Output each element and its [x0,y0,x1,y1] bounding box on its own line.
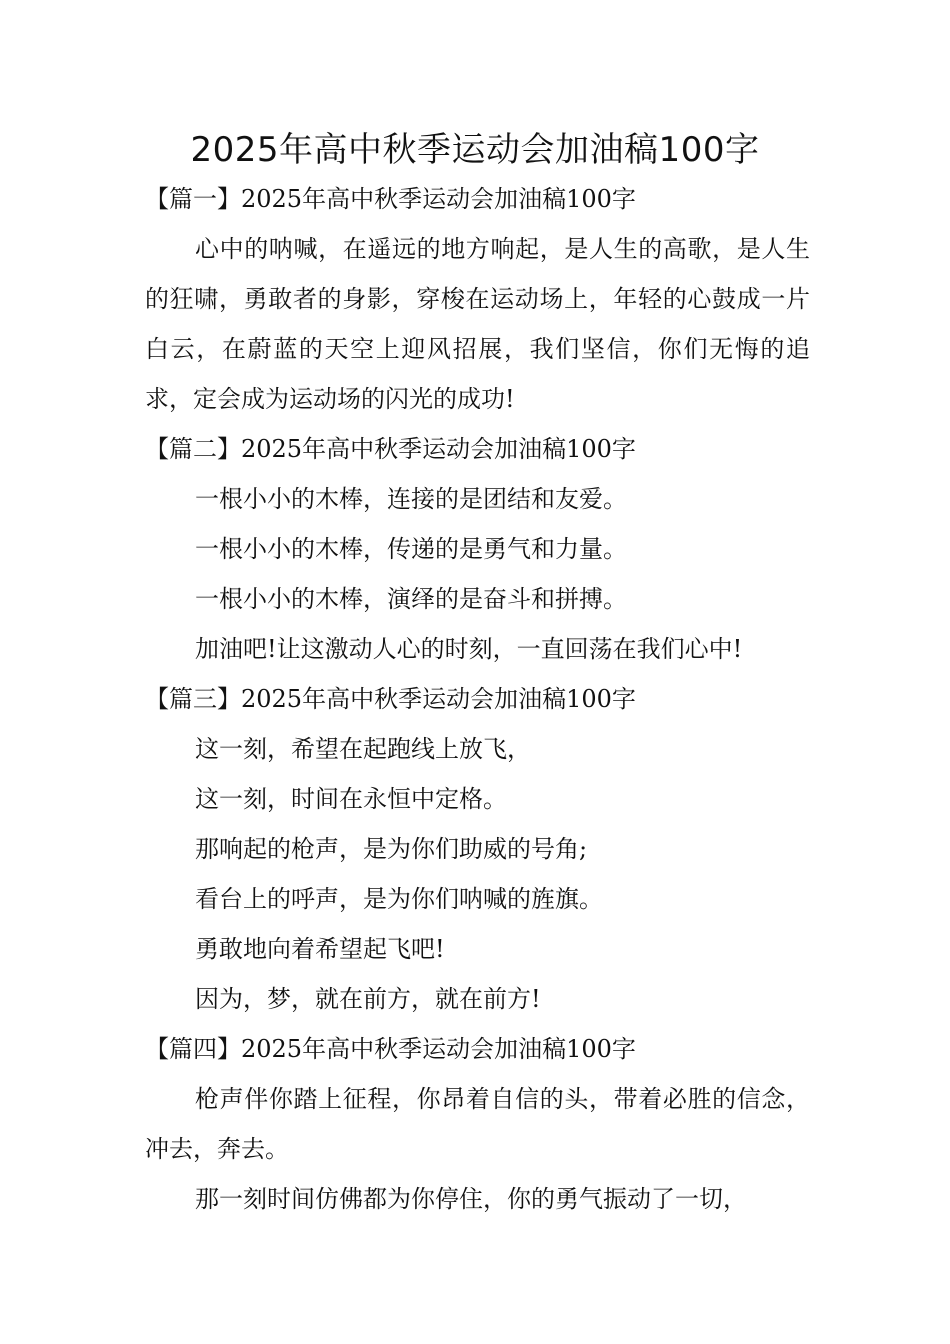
verse-line: 一根小小的木棒，演绎的是奋斗和拼搏。 [195,585,627,613]
verse-line: 一根小小的木棒，连接的是团结和友爱。 [195,485,627,513]
document-body [145,174,810,1224]
document-title: 2025年高中秋季运动会加油稿100字 [190,130,760,170]
section-heading: 【篇二】2025年高中秋季运动会加油稿100字 [145,435,636,463]
verse-line: 看台上的呼声，是为你们呐喊的旌旗。 [195,885,603,913]
verse-line: 勇敢地向着希望起飞吧! [195,935,445,963]
verse-line: 这一刻，时间在永恒中定格。 [195,785,507,813]
verse-line: 这一刻，希望在起跑线上放飞， [195,735,531,763]
verse-line: 那响起的枪声，是为你们助威的号角; [195,835,588,863]
section-heading: 【篇一】2025年高中秋季运动会加油稿100字 [145,185,636,213]
section-heading: 【篇三】2025年高中秋季运动会加油稿100字 [145,685,636,713]
paragraph: 那一刻时间仿佛都为你停住，你的勇气振动了一切， [195,1185,747,1213]
verse-line: 加油吧!让这激动人心的时刻，一直回荡在我们心中! [195,635,743,663]
verse-line: 因为，梦，就在前方，就在前方! [195,985,541,1013]
paragraph: 心中的呐喊，在遥远的地方响起，是人生的高歌，是人生的狂啸，勇敢者的身影，穿梭在运动场上，年轻的心鼓成一片白云，在蔚蓝的天空上迎风招展，我们坚信，你们无悔的追求，定会成为运动场的闪光的成功! [145,235,810,413]
verse-line: 一根小小的木棒，传递的是勇气和力量。 [195,535,627,563]
section-heading: 【篇四】2025年高中秋季运动会加油稿100字 [145,1035,636,1063]
paragraph: 枪声伴你踏上征程，你昂着自信的头，带着必胜的信念，冲去，奔去。 [145,1085,810,1163]
